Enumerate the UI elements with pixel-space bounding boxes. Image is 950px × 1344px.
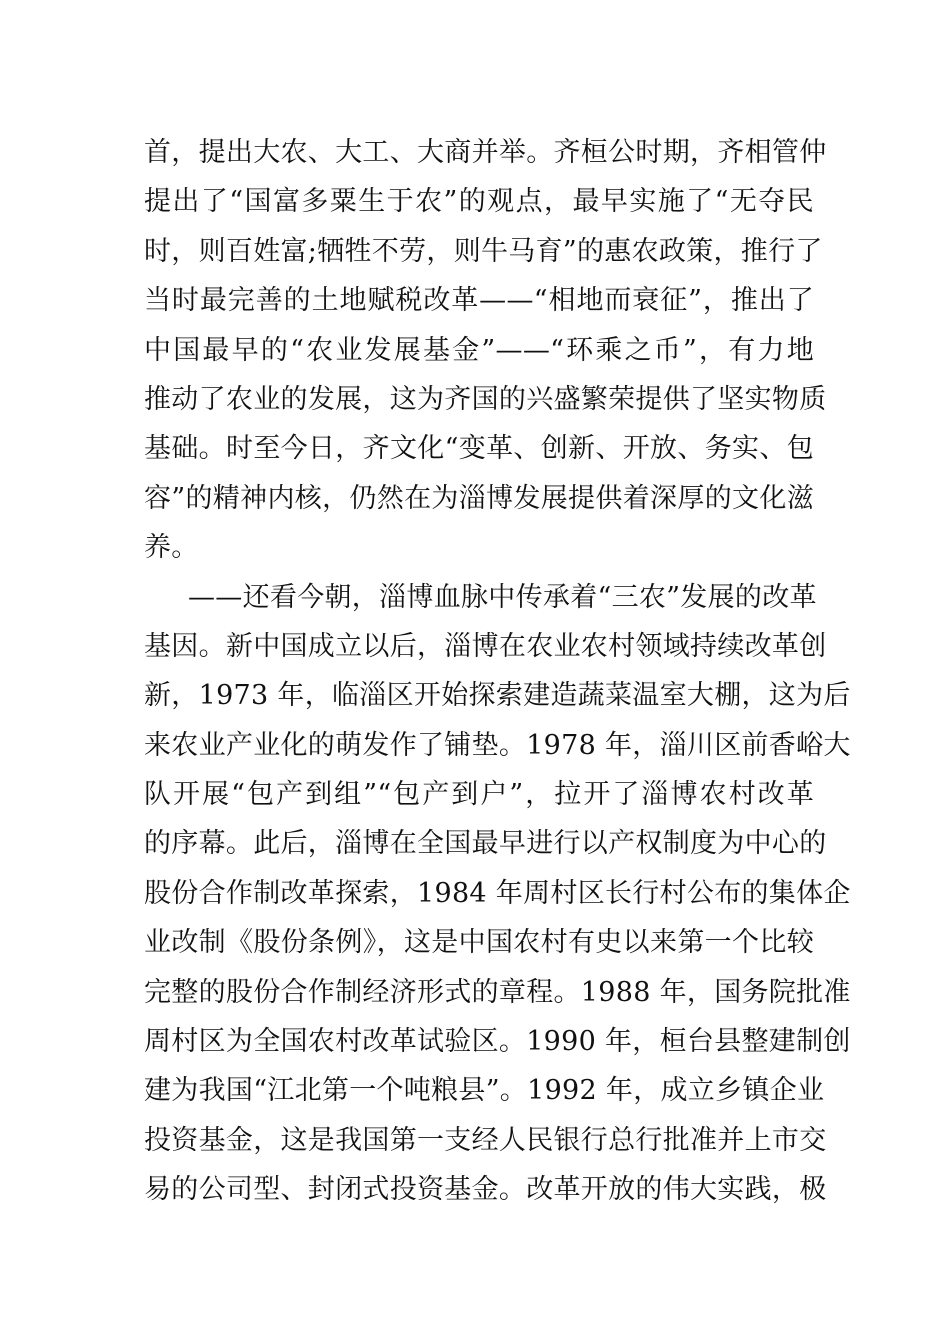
- text-line: ——还看今朝，淄博血脉中传承着“三农”发展的改革: [188, 581, 817, 613]
- text-line: 业改制《股份条例》，这是中国农村有史以来第一个比较: [144, 927, 814, 959]
- text-line: 来农业产业化的萌发作了铺垫。1978 年，淄川区前香峪大: [144, 729, 851, 761]
- paragraph-1: [144, 128, 827, 573]
- text-line: 首，提出大农、大工、大商并举。齐桓公时期，齐相管仲: [144, 137, 827, 168]
- text-line: 完整的股份合作制经济形式的章程。1988 年，国务院批准: [144, 976, 851, 1008]
- text-line: 的序幕。此后，淄博在全国最早进行以产权制度为中心的: [144, 828, 827, 860]
- text-line: 当时最完善的土地赋税改革——“相地而衰征”，推出了: [144, 285, 814, 317]
- text-line: 基础。时至今日，齐文化“变革、创新、开放、务实、包: [144, 433, 814, 465]
- text-line: 基因。新中国成立以后，淄博在农业农村领域持续改革创: [144, 630, 827, 662]
- text-line: 股份合作制改革探索，1984 年周村区长行村公布的集体企: [144, 877, 851, 909]
- text-line: 投资基金，这是我国第一支经人民银行总行批准并上市交: [144, 1124, 827, 1156]
- text-line: 周村区为全国农村改革试验区。1990 年，桓台县整建制创: [144, 1026, 851, 1058]
- text-line: 易的公司型、封闭式投资基金。改革开放的伟大实践，极: [144, 1174, 827, 1206]
- text-line: 队开展“包产到组”“包产到户”，拉开了淄博农村改革: [144, 779, 814, 811]
- text-line: 推动了农业的发展，这为齐国的兴盛繁荣提供了坚实物质: [144, 383, 827, 415]
- body-text: [144, 128, 851, 1215]
- text-line: 新，1973 年，临淄区开始探索建造蔬菜温室大棚，这为后: [144, 680, 851, 712]
- paragraph-2: [144, 573, 851, 1215]
- text-line: 容”的精神内核，仍然在为淄博发展提供着深厚的文化滋: [144, 482, 814, 514]
- text-line: 中国最早的“农业发展基金”——“环乘之币”，有力地: [144, 334, 814, 366]
- text-line: 建为我国“江北第一个吨粮县”。1992 年，成立乡镇企业: [144, 1075, 825, 1107]
- text-line: 提出了“国富多粟生于农”的观点，最早实施了“无夺民: [144, 186, 814, 218]
- text-line: 时，则百姓富;牺牲不劳，则牛马育”的惠农政策，推行了: [144, 235, 823, 267]
- text-line: 养。: [144, 532, 199, 564]
